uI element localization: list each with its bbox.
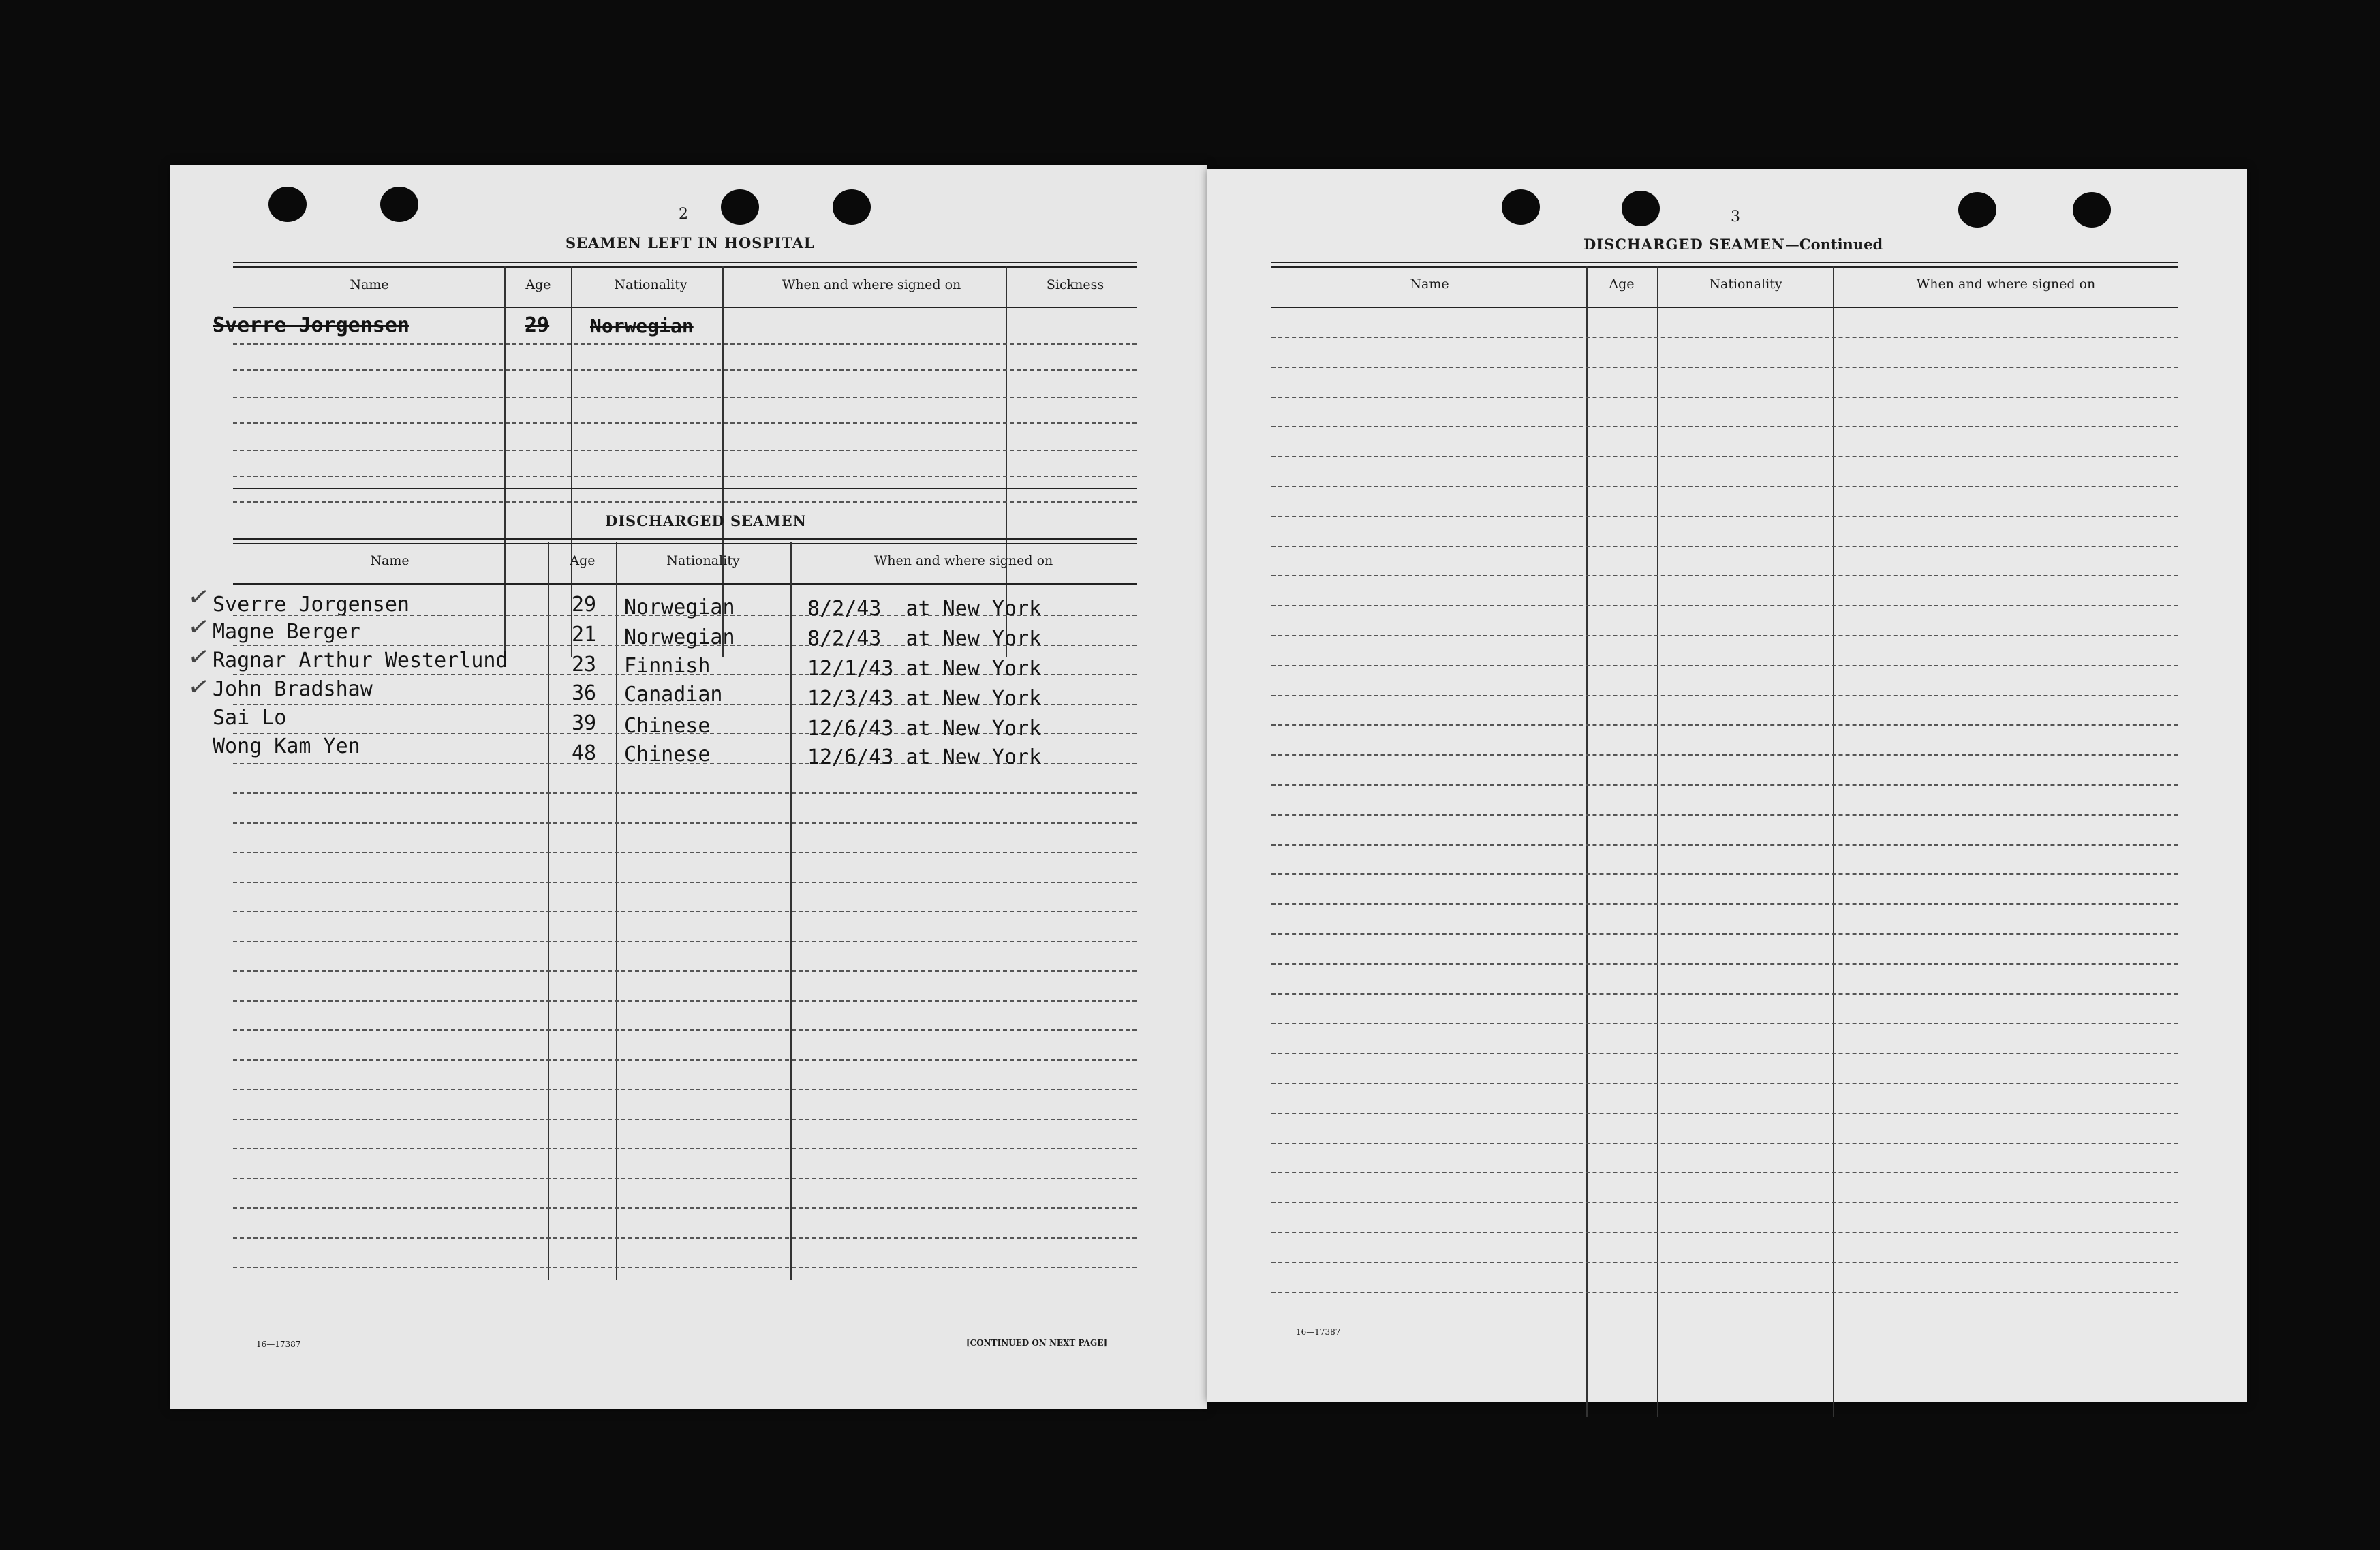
header-rule [233,307,1137,308]
heading-text: DISCHARGED SEAMEN [1583,236,1785,253]
row-rule [233,1267,1137,1268]
seaman-nationality: Canadian [624,683,723,707]
table-top-rule [233,538,1137,544]
column-divider [1657,266,1658,1417]
hospital-table-bottom [233,488,1137,489]
seaman-name: Sverre Jorgensen [213,593,409,617]
row-rule [1271,784,2178,786]
row-rule [233,1089,1137,1090]
punch-hole [2073,192,2111,228]
row-rule [1271,873,2178,875]
seaman-age: 39 [571,711,597,735]
seaman-signed-on: 8/2/43 at New York [807,627,1042,651]
row-rule [1271,1113,2178,1114]
seaman-age: 48 [571,741,597,765]
header-rule [233,583,1137,585]
page-number: 3 [1731,208,1740,226]
check-mark: ✓ [185,610,213,644]
row-rule [1271,1143,2178,1144]
row-rule [233,501,1137,503]
row-rule [233,1119,1137,1120]
seaman-age: 23 [571,653,597,677]
seaman-signed-on: 12/6/43 at New York [807,745,1042,769]
row-rule [1271,814,2178,816]
hospital-row-name: Sverre Jorgensen [213,313,409,337]
row-rule [1271,754,2178,756]
col-header-name: Name [370,553,409,568]
row-rule [1271,426,2178,427]
form-number: 16—17387 [256,1339,301,1349]
seaman-nationality: Chinese [624,743,711,766]
row-rule [233,970,1137,972]
punch-hole [1958,192,1996,228]
row-rule [1271,695,2178,696]
seaman-age: 29 [571,593,597,617]
row-rule [1271,1023,2178,1024]
row-rule [1271,337,2178,338]
row-rule [1271,367,2178,368]
seaman-name: Sai Lo [213,706,287,730]
seaman-nationality: Norwegian [624,595,735,619]
column-divider [1833,266,1834,1417]
hospital-row-age: 29 [525,313,550,337]
row-rule [233,422,1137,424]
check-mark: ✓ [185,670,213,704]
col-header-signed-on: When and where signed on [782,277,961,292]
row-rule [233,369,1137,371]
row-rule [233,476,1137,477]
hospital-heading: SEAMEN LEFT IN HOSPITAL [566,234,815,251]
row-rule [1271,605,2178,606]
row-rule [1271,844,2178,846]
discharged-heading: DISCHARGED SEAMEN [605,512,807,529]
punch-hole [380,187,418,222]
row-rule [1271,1202,2178,1203]
seaman-signed-on: 12/3/43 at New York [807,687,1042,711]
seaman-signed-on: 8/2/43 at New York [807,597,1042,621]
punch-hole [268,187,307,222]
row-rule [233,941,1137,942]
row-rule [233,450,1137,451]
seaman-signed-on: 12/6/43 at New York [807,717,1042,741]
check-mark: ✓ [185,580,213,614]
col-header-signed-on: When and where signed on [874,553,1053,568]
row-rule [1271,1262,2178,1263]
check-mark: ✓ [185,640,213,674]
seaman-signed-on: 12/1/43 at New York [807,657,1042,681]
seaman-age: 36 [571,681,597,705]
col-header-signed-on: When and where signed on [1916,277,2096,292]
table-top-rule [233,262,1137,268]
row-rule [1271,546,2178,547]
row-rule [1271,1083,2178,1084]
row-rule [1271,665,2178,666]
column-divider [504,266,506,657]
heading-suffix: —Continued [1784,236,1883,253]
row-rule [233,343,1137,345]
seaman-name: Magne Berger [213,620,360,644]
row-rule [1271,1172,2178,1173]
row-rule [1271,963,2178,965]
row-rule [1271,903,2178,905]
row-rule [233,1000,1137,1002]
form-number: 16—17387 [1296,1327,1341,1337]
seaman-name: Wong Kam Yen [213,734,360,758]
col-header-nationality: Nationality [614,277,687,292]
row-rule [233,1059,1137,1061]
seaman-age: 21 [571,623,597,647]
row-rule [233,852,1137,853]
punch-hole [721,189,759,225]
row-rule [1271,575,2178,576]
page-number: 2 [679,206,688,223]
row-rule [233,792,1137,794]
col-header-sickness: Sickness [1046,277,1104,292]
seaman-name: Ragnar Arthur Westerlund [213,649,508,672]
left-page [170,165,1207,1409]
col-header-nationality: Nationality [666,553,740,568]
col-header-name: Name [350,277,389,292]
row-rule [1271,486,2178,487]
seaman-nationality: Norwegian [624,625,735,649]
col-header-nationality: Nationality [1709,277,1782,292]
row-rule [1271,516,2178,517]
row-rule [233,822,1137,824]
row-rule [1271,1232,2178,1233]
col-header-age: Age [1609,277,1635,292]
row-rule [233,1207,1137,1209]
row-rule [1271,993,2178,995]
row-rule [1271,635,2178,636]
punch-hole [1622,191,1660,226]
row-rule [1271,397,2178,398]
continued-note: [CONTINUED ON NEXT PAGE] [966,1338,1108,1348]
header-rule [1271,307,2178,308]
col-header-name: Name [1410,277,1449,292]
seaman-nationality: Chinese [624,714,711,738]
seaman-name: John Bradshaw [213,677,373,701]
discharged-continued-heading [1583,236,1883,253]
hospital-row-nationality: Norwegian [590,315,694,337]
row-rule [233,1237,1137,1239]
row-rule [1271,1053,2178,1054]
row-rule [233,882,1137,883]
row-rule [233,1148,1137,1149]
column-divider [1586,266,1588,1417]
table-top-rule [1271,262,2178,268]
seaman-nationality: Finnish [624,654,711,678]
row-rule [233,911,1137,912]
row-rule [233,1029,1137,1031]
punch-hole [833,189,871,225]
row-rule [1271,1292,2178,1293]
right-page [1207,169,2247,1402]
row-rule [233,397,1137,398]
row-rule [1271,933,2178,935]
row-rule [1271,456,2178,457]
row-rule [1271,724,2178,726]
row-rule [233,1178,1137,1179]
punch-hole [1502,189,1540,225]
col-header-age: Age [570,553,596,568]
col-header-age: Age [525,277,551,292]
